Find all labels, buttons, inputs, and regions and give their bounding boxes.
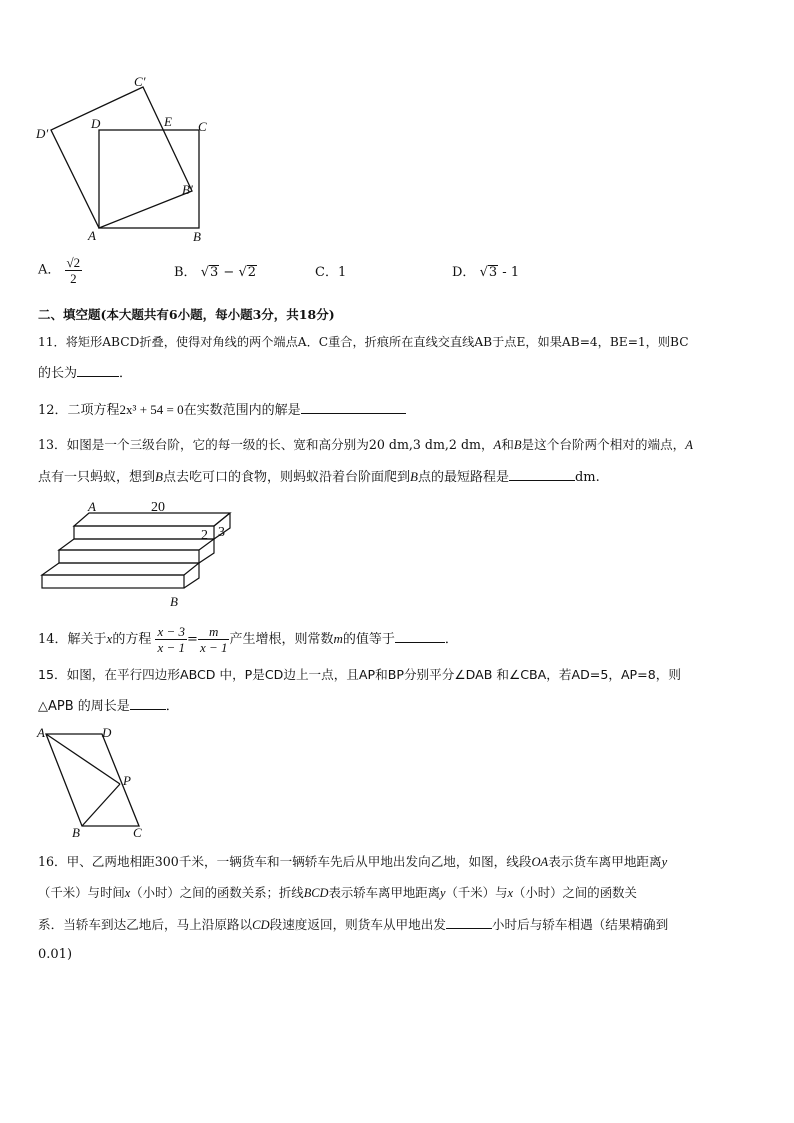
label-b: B (72, 825, 80, 840)
fraction-right: $\frac{m}{x - 1}$ (199, 624, 228, 655)
question-11-line2: 的长为 ． (38, 363, 132, 383)
question-11-line1: 11．将矩形ABCD折叠，使得对角线的两个端点A．C重合，折痕所在直线交直线AB于点E，如果AB=4，BE=1，则BC (38, 335, 689, 349)
option-b: B． √3 − √2 (174, 265, 257, 280)
answer-blank[interactable] (301, 400, 406, 414)
question-15-line1: 15．如图，在平行四边形ABCD 中，P是CD边上一点，且AP和BP分别平分∠DAB 和∠CBA，若AD=5，AP=8，则 (38, 667, 681, 682)
option-a-fraction: $\frac{√2}{2}$ (66, 255, 81, 286)
label-c: C (133, 825, 142, 840)
label-a: A (37, 725, 45, 740)
square-abcd (99, 130, 199, 228)
question-13-line1: 13．如图是一个三级台阶，它的每一级的长、宽和高分别为20 dm,3 dm,2 dm，A和B是这个台阶两个相对的端点，A (38, 437, 693, 452)
answer-blank[interactable] (130, 696, 166, 710)
rotated-square (51, 87, 192, 228)
stairs-figure (34, 498, 244, 613)
label-a: A (88, 499, 96, 514)
question-16-line4: 0.01) (38, 947, 73, 962)
question-13-line2: 点有一只蚂蚁，想到B点去吃可口的食物，则蚂蚁沿着台阶面爬到B点的最短路程是 dm. (38, 469, 600, 485)
sqrt-icon: √ (479, 265, 488, 280)
section-title: 二、填空题(本大题共有6小题，每小题3分，共18分) (38, 307, 335, 322)
label-c-prime: C′ (134, 74, 146, 89)
option-a: A． $\frac{√2}{2}$ (38, 255, 81, 286)
question-14: 14．解关于x的方程 $\frac{x - 3}{x - 1}$ = $\frac{m}{x - 1}$ 产生增根，则常数m的值等于 ． (38, 624, 458, 655)
question-16-line3: 系．当轿车到达乙地后，马上沿原路以CD段速度返回，则货车从甲地出发 小时后与轿车相遇（结果精确到 (38, 917, 669, 932)
label-d: D (102, 725, 112, 740)
answer-blank[interactable] (446, 915, 492, 929)
sqrt-icon: √ (200, 265, 209, 280)
label-height: 2 (201, 528, 208, 543)
label-d-prime: D′ (36, 126, 49, 141)
label-b-prime: B′ (182, 182, 193, 197)
question-12: 12．二项方程2x³ + 54 = 0在实数范围内的解是 (38, 400, 406, 420)
sqrt-icon: √ (238, 265, 247, 280)
parallelogram-figure (34, 724, 164, 844)
option-d: D． √3 - 1 (452, 265, 520, 280)
label-b: B (193, 229, 201, 244)
label-d: D (91, 116, 101, 131)
label-a: A (88, 228, 96, 243)
label-length: 20 (151, 500, 165, 515)
label-width: 3 (218, 525, 225, 540)
label-e: E (164, 114, 172, 129)
answer-blank[interactable] (77, 363, 119, 377)
question-16-line2: （千米）与时间x（小时）之间的函数关系；折线BCD表示轿车离甲地距离y（千米）与x（小时）之间的函数关 (38, 885, 637, 900)
rotated-square-figure (30, 70, 230, 250)
answer-blank[interactable] (509, 467, 575, 481)
fraction-left: $\frac{x - 3}{x - 1}$ (157, 624, 186, 655)
label-b: B (170, 594, 178, 609)
option-c: C．1 (315, 265, 347, 280)
label-c: C (198, 119, 207, 134)
question-15-line2: △APB 的周长是 ． (38, 696, 179, 716)
answer-blank[interactable] (395, 629, 445, 643)
label-p: P (123, 773, 131, 788)
question-16-line1: 16．甲、乙两地相距300千米，一辆货车和一辆轿车先后从甲地出发向乙地，如图，线段OA表示货车离甲地距离y (38, 854, 668, 869)
